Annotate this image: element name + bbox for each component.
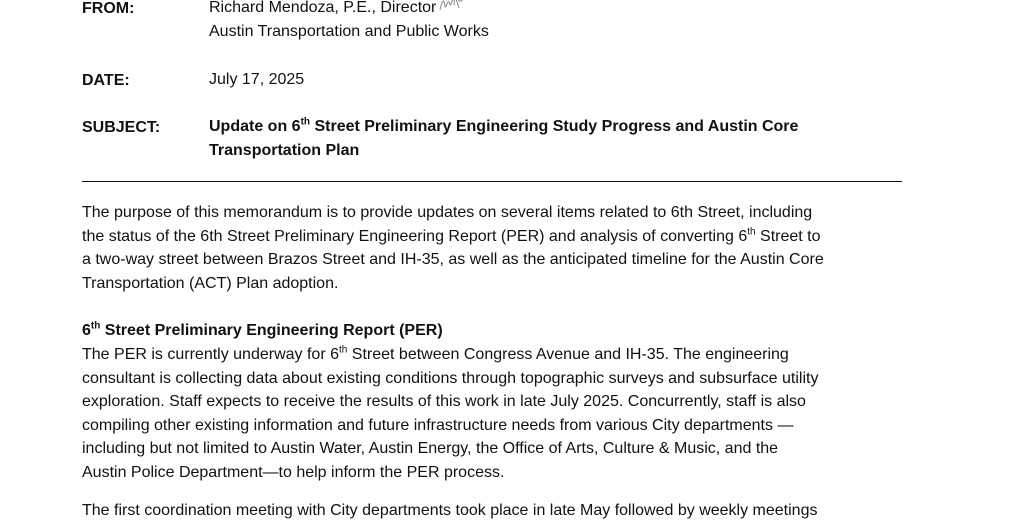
per-line-3: exploration. Staff expects to receive the results of this work in late July 2025. Concurrently, staff is also <box>82 393 806 410</box>
date-value: July 17, 2025 <box>209 71 305 88</box>
per-section-heading: 6th Street Preliminary Engineering Report (PER) <box>82 320 443 339</box>
intro-paragraph <box>82 201 910 295</box>
divider-rule <box>82 181 902 182</box>
per-line-5: including but not limited to Austin Water, Austin Energy, the Office of Arts, Culture & Music, and the <box>82 440 779 457</box>
per-line-6: Austin Police Department—to help inform the PER process. <box>82 463 505 481</box>
subject-line-2: Transportation Plan <box>209 142 360 159</box>
per-line-4: compiling other existing information and future infrastructure needs from various City departments — <box>82 416 794 434</box>
subject-label: SUBJECT: <box>82 119 161 136</box>
date-label: DATE: <box>82 72 130 89</box>
from-name-line <box>209 0 489 20</box>
signature-initials-icon <box>438 0 464 12</box>
per-line-2: consultant is collecting data about existing conditions through topographic surveys and subsurface utility <box>82 369 819 387</box>
per-paragraph <box>82 343 910 484</box>
intro-line-3: a two-way street between Brazos Street and IH-35, as well as the anticipated timeline for the Austin Core <box>82 251 824 268</box>
from-name: Richard Mendoza, P.E., Director <box>209 0 437 16</box>
intro-line-1: The purpose of this memorandum is to provide updates on several items related to 6th Street, including <box>82 204 813 221</box>
per-line-1: The PER is currently underway for 6th Street between Congress Avenue and IH-35. The engineering <box>82 344 789 363</box>
next-paragraph-cutoff: The first coordination meeting with City departments took place in late May followed by weekly meetings <box>82 502 818 519</box>
intro-line-4: Transportation (ACT) Plan adoption. <box>82 274 339 292</box>
from-org: Austin Transportation and Public Works <box>209 23 489 40</box>
intro-line-2: the status of the 6th Street Preliminary Engineering Report (PER) and analysis of converting 6th Street to <box>82 226 821 245</box>
from-label: FROM: <box>82 0 135 17</box>
from-block <box>209 0 489 44</box>
subject-value <box>209 115 798 163</box>
subject-line-1: Update on 6th Street Preliminary Engineering Study Progress and Austin Core <box>209 116 799 135</box>
